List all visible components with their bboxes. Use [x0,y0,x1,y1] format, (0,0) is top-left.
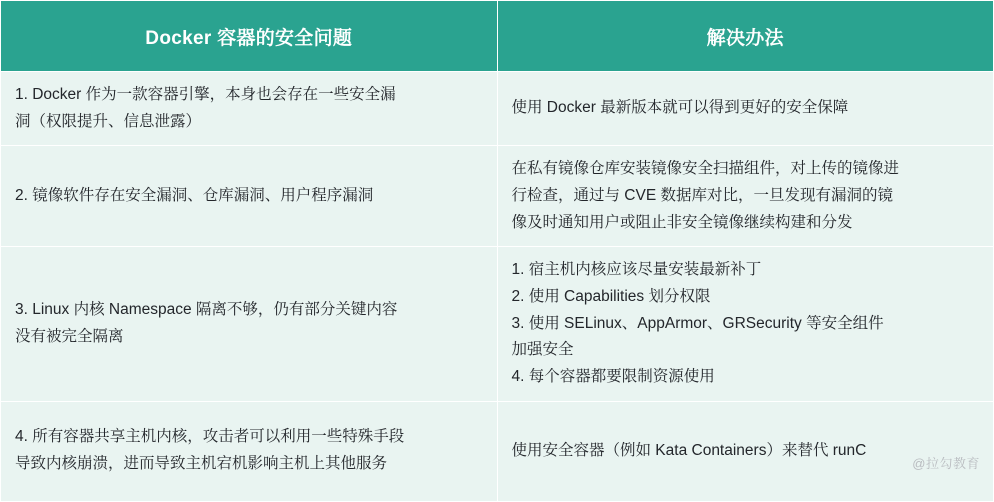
cell-line: 使用 Docker 最新版本就可以得到更好的安全保障 [511,99,849,117]
cell-solution [497,247,994,401]
table-body [1,72,994,502]
table-row [1,401,994,501]
table-header [1,1,994,72]
cell-line: 4. 所有容器共享主机内核，攻击者可以利用一些特殊手段 [15,428,405,446]
cell-line: 1. Docker 作为一款容器引擎，本身也会存在一些安全漏 [15,86,396,103]
cell-line: 加强安全 [511,341,574,359]
table-row [1,146,994,247]
cell-solution [497,72,994,146]
cell-line: 洞（权限提升、信息泄露） [15,112,202,130]
cell-line: 1. 宿主机内核应该尽量安装最新补丁 [511,261,762,279]
cell-issue [1,146,498,247]
header-cell-solution: 解决办法 [497,1,994,72]
cell-line: 在私有镜像仓库安装镜像安全扫描组件，对上传的镜像进 [511,160,900,178]
header-cell-issue: Docker 容器的安全问题 [1,1,498,72]
cell-solution [497,146,994,247]
watermark: @拉勾教育 [912,456,980,471]
cell-issue [1,401,498,501]
cell-solution [497,401,994,501]
cell-issue [1,247,498,401]
table-row [1,72,994,146]
cell-line: 行检查，通过与 CVE 数据库对比，一旦发现有漏洞的镜 [511,186,893,204]
cell-line: 3. Linux 内核 Namespace 隔离不够，仍有部分关键内容 [15,301,398,319]
cell-line: 2. 使用 Capabilities 划分权限 [511,287,711,305]
cell-line: 没有被完全隔离 [15,327,124,345]
cell-line: 像及时通知用户或阻止非安全镜像继续构建和分发 [511,213,853,231]
cell-line: 导致内核崩溃，进而导致主机宕机影响主机上其他服务 [15,455,388,473]
cell-line: 2. 镜像软件存在安全漏洞、仓库漏洞、用户程序漏洞 [15,186,374,204]
cell-line: 4. 每个容器都要限制资源使用 [511,367,715,385]
cell-issue [1,72,498,146]
cell-line: 使用安全容器（例如 Kata Containers）来替代 runC [511,441,867,459]
header-row [1,1,994,72]
table-row [1,247,994,401]
cell-line: 3. 使用 SELinux、AppArmor、GRSecurity 等安全组件 [511,314,884,332]
